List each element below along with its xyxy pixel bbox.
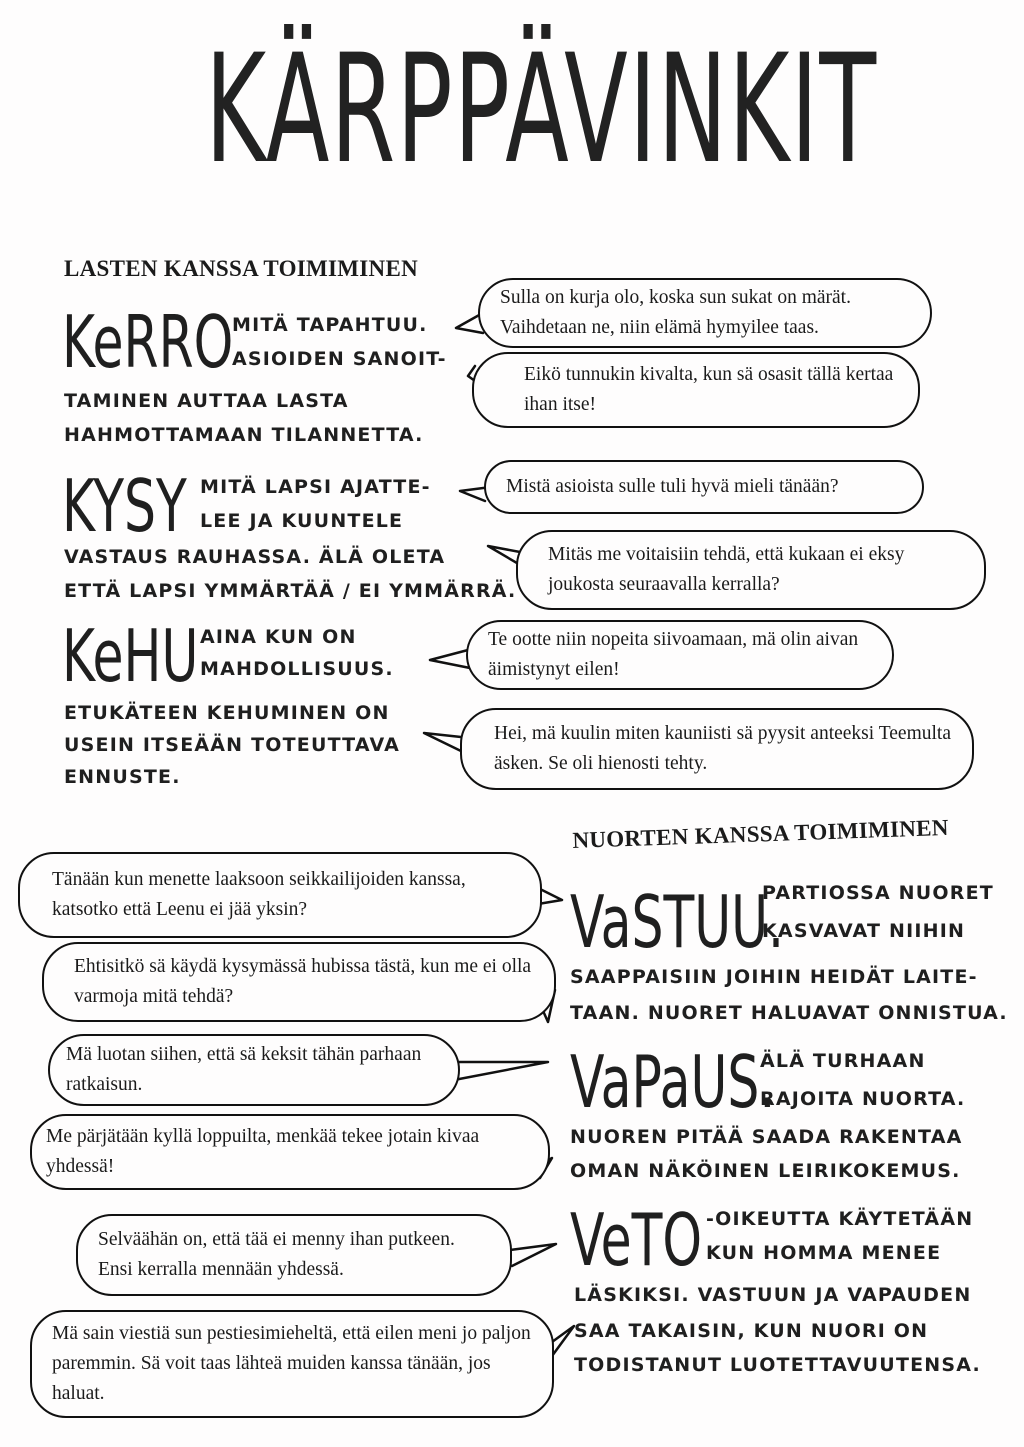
tip-text-line: ETTÄ LAPSI YMMÄRTÄÄ / EI YMMÄRRÄ. [64,580,517,602]
tip-word-kerro: KeRRO [62,300,234,384]
tip-text-line: USEIN ITSEÄÄN TOTEUTTAVA [64,734,400,756]
tip-text-line: RAJOITA NUORTA. [760,1088,966,1110]
tip-text-line: KUN HOMMA MENEE [706,1242,942,1264]
tip-text-line: NUOREN PITÄÄ SAADA RAKENTAA [570,1126,963,1148]
youth-section-heading: NUORTEN KANSSA TOIMIMINEN [572,814,950,853]
speech-bubble: Mistä asioista sulle tuli hyvä mieli tänään? [484,460,924,514]
tip-text-line: MITÄ LAPSI AJATTE- [200,476,431,498]
speech-bubble: Mä sain viestiä sun pestiesimieheltä, että eilen meni jo paljon paremmin. Sä voit taas lähteä muiden kanssa tänään, jos haluat. [30,1310,554,1418]
tip-text-line: VASTAUS RAUHASSA. ÄLÄ OLETA [64,546,446,568]
speech-bubble: Mä luotan siihen, että sä keksit tähän parhaan ratkaisun. [48,1034,460,1106]
tip-text-line: TODISTANUT LUOTETTAVUUTENSA. [574,1354,981,1376]
tip-text-line: ÄLÄ TURHAAN [760,1050,926,1072]
page-title: KÄRPPÄVINKIT [205,23,878,197]
tip-text-line: LÄSKIKSI. VASTUUN JA VAPAUDEN [574,1284,972,1306]
tip-text-line: HAHMOTTAMAAN TILANNETTA. [64,424,424,446]
tip-text-line: SAA TAKAISIN, KUN NUORI ON [574,1320,929,1342]
speech-bubble: Te ootte niin nopeita siivoamaan, mä olin aivan äimistynyt eilen! [466,620,894,690]
speech-bubble: Ehtisitkö sä käydä kysymässä hubissa tästä, kun me ei olla varmoja mitä tehdä? [42,942,556,1022]
tip-text-line: OMAN NÄKÖINEN LEIRIKOKEMUS. [570,1160,961,1182]
tip-text-line: ETUKÄTEEN KEHUMINEN ON [64,702,390,724]
tip-text-line: TAMINEN AUTTAA LASTA [64,390,349,412]
speech-bubble: Eikö tunnukin kivalta, kun sä osasit tällä kertaa ihan itse! [472,352,920,428]
speech-bubble: Selväähän on, että tää ei menny ihan putkeen. Ensi kerralla mennään yhdessä. [76,1214,512,1296]
speech-bubble: Mitäs me voitaisiin tehdä, että kukaan ei eksy joukosta seuraavalla kerralla? [516,530,986,610]
tip-text-line: ASIOIDEN SANOIT- [232,348,447,370]
tip-text-line: AINA KUN ON [200,626,357,648]
tip-text-line: MAHDOLLISUUS. [200,658,394,680]
speech-bubble: Hei, mä kuulin miten kauniisti sä pyysit anteeksi Teemulta äsken. Se oli hienosti tehty. [460,708,974,790]
tip-text-line: SAAPPAISIIN JOIHIN HEIDÄT LAITE- [570,966,978,988]
tip-text-line: LEE JA KUUNTELE [200,510,404,532]
speech-bubble: Sulla on kurja olo, koska sun sukat on märät. Vaihdetaan ne, niin elämä hymyilee taas. [478,278,932,348]
tip-word-kysy: KYSY [62,464,187,548]
tip-text-line: KASVAVAT NIIHIN [762,920,966,942]
tip-word-vapaus: VaPaUS. [570,1040,776,1124]
tip-word-kehu: KeHU [62,614,199,698]
speech-bubble: Tänään kun menette laaksoon seikkailijoiden kanssa, katsotko että Leenu ei jää yksin? [18,852,542,938]
tip-text-line: TAAN. NUORET HALUAVAT ONNISTUA. [570,1002,1008,1024]
tip-text-line: ENNUSTE. [64,766,181,788]
tip-word-vastuu: VaSTUU. [570,880,785,964]
tip-word-veto: VeTO [570,1198,703,1282]
tip-text-line: MITÄ TAPAHTUU. [232,314,428,336]
tip-text-line: PARTIOSSA NUORET [762,882,994,904]
speech-bubble: Me pärjätään kyllä loppuilta, menkää tekee jotain kivaa yhdessä! [30,1114,550,1190]
tip-text-line: -OIKEUTTA KÄYTETÄÄN [706,1208,974,1230]
kids-section-heading: LASTEN KANSSA TOIMIMINEN [64,256,418,281]
